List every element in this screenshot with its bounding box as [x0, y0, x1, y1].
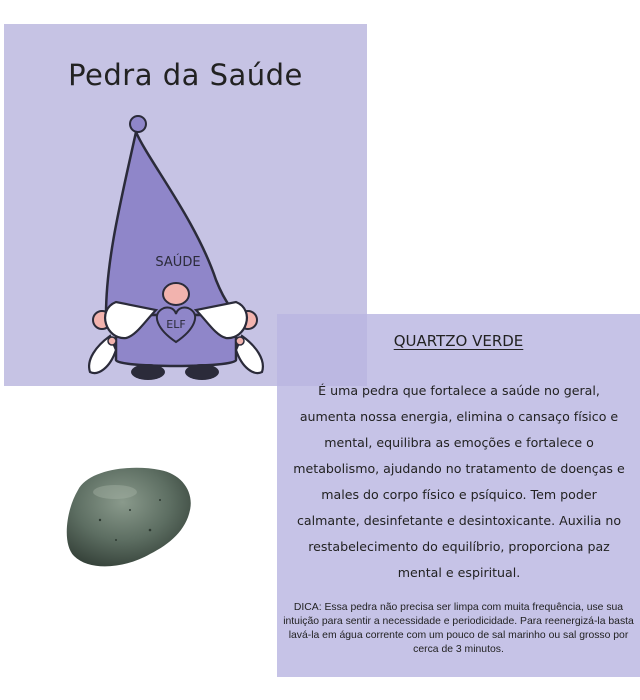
stone-description: É uma pedra que fortalece a saúde no geral, aumenta nossa energia, elimina o cansaço físico e mental, equilibra as emoções e fortalece o metabolismo, ajudando no tratamento de doenças e males do corpo físico e psíquico. Tem poder calmante, desinfetante e desintoxicante. Auxilia no restabelecimento do equilíbrio, proporciona paz mental e espiritual.: [293, 383, 625, 580]
stone-name: QUARTZO VERDE: [393, 332, 524, 350]
green-quartz-stone-image: [60, 460, 195, 575]
heart-label: ELF: [166, 318, 186, 331]
stone-tip: DICA: Essa pedra não precisa ser limpa com muita frequência, use sua intuição para sentir a necessidade e periodicidade. Para reenergizá-la basta lavá-la em água corrente com um pouco de sal marinho ou sal grosso por cerca de 3 minutos.: [283, 602, 634, 655]
stone-info-card: [277, 314, 640, 677]
card-title: Pedra da Saúde: [68, 58, 303, 92]
gnome-illustration: [76, 110, 286, 390]
hat-label: SAÚDE: [155, 255, 201, 270]
